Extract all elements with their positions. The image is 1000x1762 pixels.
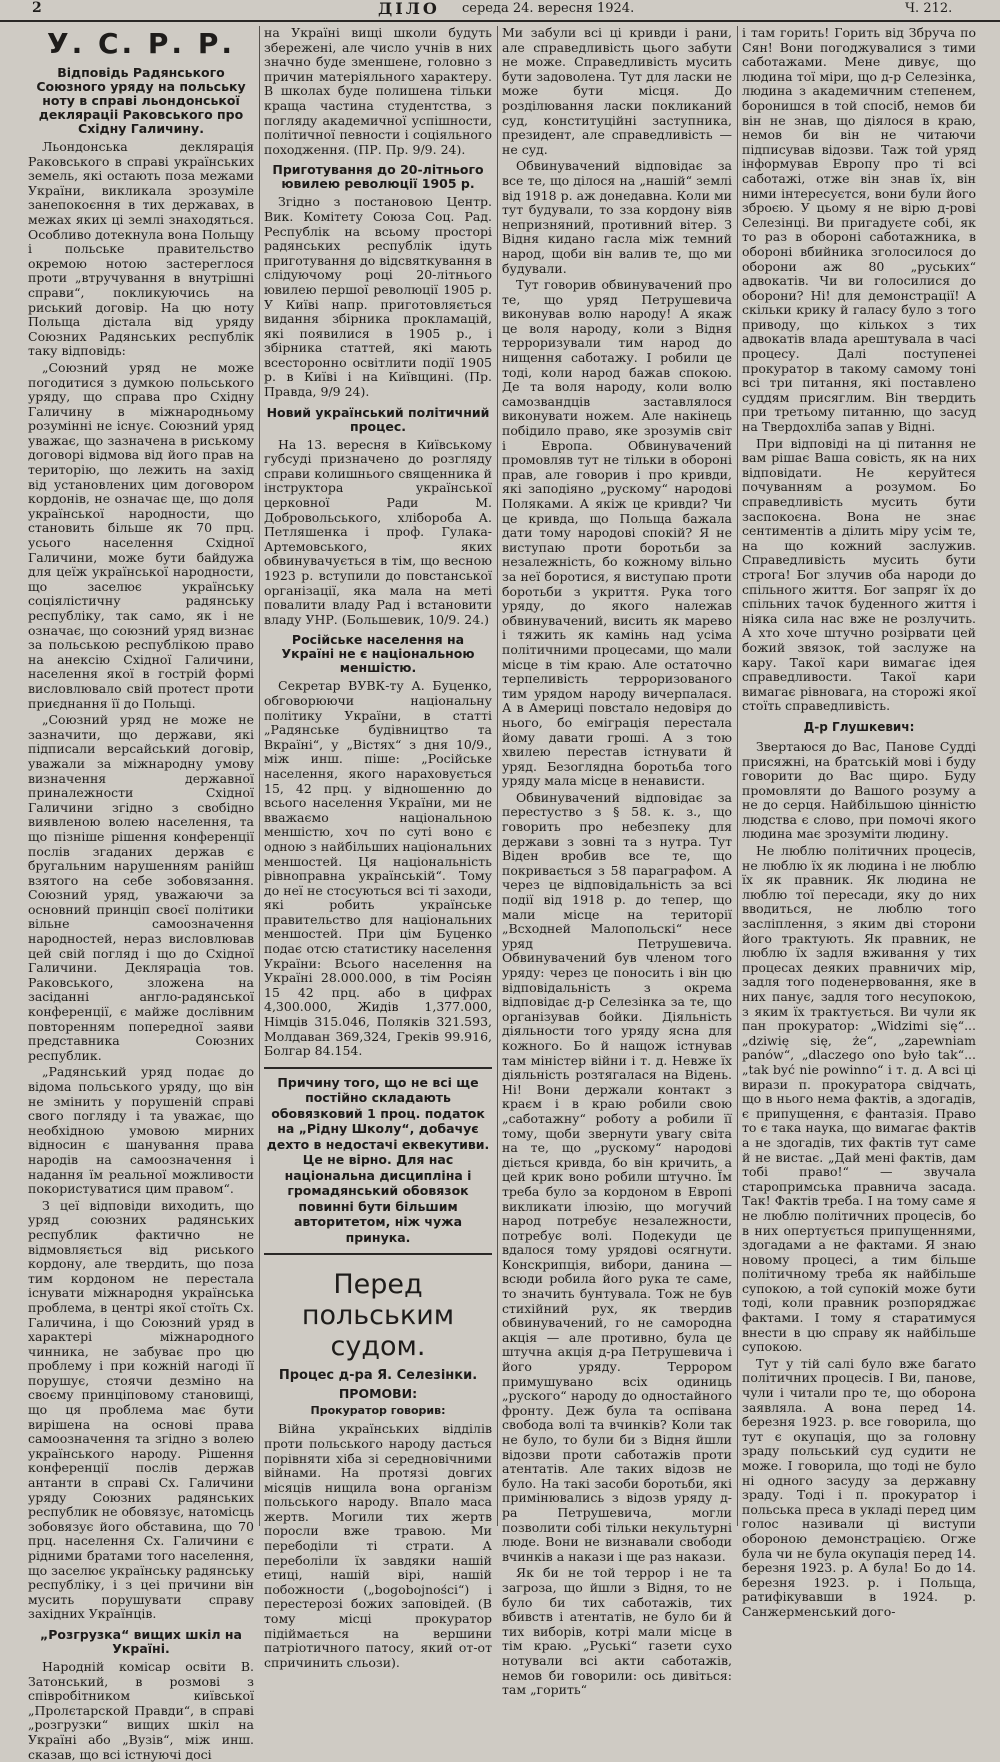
article-headline: Російське населення на Україні не є національною меншістю.	[281, 632, 475, 676]
article-headline: Приготування до 20-літнього ювилею революції 1905 р.	[272, 162, 484, 192]
column-3	[502, 25, 732, 1698]
article-headline: „Розгрузка“ вищих шкіл на Україні.	[40, 1626, 242, 1656]
article-paragraph: На 13. вересня в Київському губсуді призначено до розгляду справи колишнього священника й інструктора української церковної Ради М. Добровольського, хлібороба А. Петляшенка і проф. Гулака-Артемовського, яких обвинувачується в тім, що весною 1923 р. вступили до повстанської організації, яка мала на меті повалити владу Рад і встановити владу УНР. (Большевик, 10/9. 24.)	[264, 436, 492, 627]
column-4	[742, 25, 976, 1619]
article-headline: Новий український політичний процес.	[266, 404, 490, 434]
article-paragraph: на Україні вищі школи будуть збережені, але число учнів в них значно буде зменшене, головно з причин матеріяльного характеру. В школах буде полишена тільки краща частина студентства, з погляду академичної успішности, політичної певности і соціяльного походження. (ПР. Пр. 9/9. 24).	[264, 25, 492, 157]
article-paragraph: Ми забули всі ці кривди і рани, але справедливість цього забути не може. Справедливість мусить бути задоволена. Тут для ласки не може бути місця. До розділювання ласки покликаний суд, конституційні заступника, президент, але справедливість — не суд.	[502, 25, 732, 157]
article-paragraph: і там горить! Горить від Збруча по Сян! Вони погоджувалися з тими саботажами. Мене дивує, що людина тої міри, що д-р Селезінка, людина з академичним степенем, боронишся в той спосіб, немов би він не знав, що діялося в краю, немов би він не читаючи підписував відозви. Таж той уряд інформував Европу про ті всі саботажі, отже він знав їх, він ними інтересуєтся, вони були його зброєю. У цьому я не вірю д-рові Селезінці. Ви пригадуєте собі, як то раз в обороні саботажника, в обороні вбийника зголосилося до оборони аж 80 „руських“ адвокатів. Чи ви голосилися до оборони? Ні! для демонстрації! А скільки крику й галасу було з того приводу, що кількох з тих адвокатів влада арештувала в часі процесу. Далі поступенеі прокуратор в такому самому тоні всі три питання, які поставлено суддям присяглим. Він твердить при третьому питанню, що засуд на Твердохліба запав у Відні.	[742, 25, 976, 435]
article-label: ПРОМОВИ:	[338, 1386, 418, 1402]
article-paragraph: З цеї відповіди виходить, що уряд союзних радянських республик фактично не відмовляється від риського кордону, але твердить, що поза тим кордоном не перестала існувати міжнародня українська проблема, в центрі якої стоїть Сх. Галичина, і що Союзний уряд в характері міжнародного чинника, не забуває про цю проблему і при кожній нагоді її порушує, стоячи дезміно на своєму принціповому становищі, що ця проблема має бути вирішена на основі права самоозначення та згідно з волею українського народу. Рішення конференції послів держав антанти в справі Сх. Галичини уряду Союзних радянських республик не обовязує, натомісць зобовязує його обставина, що 70 прц. населення Сх. Галичини є рідними братами того населення, що заселює українську радянську республіку, і з цеі причини він мусить порушувати справу західних Українців.	[28, 1197, 254, 1622]
article-paragraph: Як би не той террор і не та загроза, що йшли з Відня, то не було би тих саботажів, тих вбивств і атентатів, не було би й тих виборів, котрі мали місце в тім краю. „Руські“ газети сухо нотували всі акти саботажів, немов би говорили: ось дивіться: там „горить“	[502, 1565, 732, 1698]
article-paragraph: Обвинувачений відповідає за перестуство з § 58. к. з., що говорить про небезпеку для держави з зовні та з нутра. Тут Віден вробив все те, що покривається з 58 параграфом. А через це відповідальність за всі події від 1918 р. до тепер, що мали місце на території „Всходней Малопольскі“ несе уряд Петрушевича. Обвинувачений був членом того уряду: через це поносить і він цю відповідальність з окрема відповідає д-р Селезінка за те, що організував бойки. Діяльність діяльности того уряду ясна для кожного. Бо й нащож істнував там міністер війни і т. д. Невже їх діяльність розтягалася на Відень. Ні! Вони держали контакт з краєм і в краю робили свою „саботажну“ роботу а робили її тому, щоби звернути увагу світа на те, що „рускому“ народові діється кривда, бо він кричить, а цей крик воно робили штучно. Їм треба було за кордоном в Европі викликати ілюзію, що могучий народ потребує незалежности, потребує волі. Подекуди це вдалося тому урядові осягнути. Конскрипція, вибори, данина — всюди робила його рука те саме, то значить бунтувала. Тож не був стихійний рух, як твердив обвинувачений, го не самородна акція — але противно, була це штучна акція д-ра Петрушевича і його уряду. Террором примушувано всіх одиниць „руского“ народу до одностайного фронту. Деж була та оспівана свобода волі та вчинків? Коли так не було, то були би з Відня йшли відозви проти саботажів проти атентатів. Але таких відозв не було. На такі засоби боротьби, які примінювались з відозв уряду д-ра Петрушевича, могли позволити собі тільки некультурні люде. Вони не визнавали свободи вчинків а накази і ще раз накази.	[502, 789, 732, 1564]
speaker-heading: Д-р Глушкевич:	[803, 719, 915, 734]
notice-text: Причину того, що не всі ще постійно складають обовязковий 1 проц. податок на „Рідну Школу“, добачує дехто в недостачі еквекутиви. Це не вірно. Для нас національна дисципліна і громадянський обовязок повинні бути більшим авторитетом, ніж чужа принука.	[266, 1074, 490, 1245]
column-1	[28, 26, 254, 1762]
article-paragraph: Льондонська деклярація Раковського в справі українських земель, які остають поза межами України, викликала зрозуміле занепокоєння в тих державах, в межах яких ці землі знаходяться. Особливо дотекнула вона Польщу і польське правительство окремою нотою застереглося проти „втручування в внутрішні справи“, покликуючись на риський договір. На цю ноту Польща дістала від уряду Союзних Радянських республік таку відповідь:	[28, 139, 254, 359]
section-title: У. С. Р. Р.	[47, 27, 235, 60]
article-headline: Відповідь Радянського Союзного уряду на польську ноту в справі льондонської декляраціі Раковського про Східну Галичину.	[36, 65, 246, 136]
newspaper-name: ДІЛО	[378, 0, 440, 18]
article-paragraph: При відповіді на ці питання не вам рішає Ваша совість, як на них відповідати. Не керуйтеся почуванням а розумом. Бо справедливість мусить бути заспокоєна. Вона не знає сентиментів а ділить міру усім те, на що кожний заслужив. Справедливість мусить бути строга! Бог злучив оба народи до спільного життя. Бог запряг їх до спільних тачок буденного життя і ніяка сила нас вже не розлучить. А хто хоче штучно розірвати цей божий звязок, той заслуже на кару. Такої кари вимагає ідея справедливости. Такої кари вимагає рівновага, на сторожі якої стоїть справедливість.	[742, 435, 976, 714]
article-paragraph: Згідно з постановою Центр. Вик. Комітету Союза Соц. Рад. Республік на всьому просторі радянських республік ідуть приготування до відсвяткування в слідуючому році 20-літнього ювилею першої революції 1905 р. У Київі напр. приготовляється видання збірника прокламацій, які появилися в 1905 р., і збірника статтей, які мають всесторонно освітлити події 1905 р. в Київі і на Київщині. (Пр. Правда, 9/9 24).	[264, 194, 493, 400]
article-subtitle: Процес д-ра Я. Селезінки.	[278, 1368, 478, 1384]
article-paragraph: „Радянський уряд подає до відома польського уряду, що він не змінить у порушеній справі свого погляду і та уважає, що необхідною умовою мирних відносин є шанування права народів на самоозначення і надання їм реальної можливости покористуватися цим правом“.	[28, 1064, 254, 1197]
article-paragraph: Обвинувачений відповідає за все те, що ділося на „нашій“ землі від 1918 р. аж донедавна. Коли ми тут будували, то зза кордону віяв непризняний, противний вітер. З Відня кидано гасла між темний народ, щоби він валив те, що ми будували.	[502, 158, 732, 276]
article-paragraph: „Союзний уряд не може не зазначити, що держави, які підписали версайський договір, уважали за міжнародну умову визначення державної приналежности Східної Галичини згідно з свобідно виявленою волею населення, та що пізніше рішення конференції послів згаданих держав є бругальним нарушенням ранійш взятого на себе зобовязання. Союзний уряд, уважаючи за основний принціп своєї політики вільне самоозначення народностей, нераз висловлював цей свій погляд і що до Східної Галичини. Декляраціа тов. Раковського, зложена на засіданні англо-радянської конференції, є майже дослівним повторенням попередної заяви представника Союзних республик.	[28, 712, 254, 1063]
masthead	[0, 0, 1000, 22]
article-headline: Перед польським судом.	[301, 1269, 455, 1363]
column-divider	[737, 26, 738, 1526]
article-paragraph: Тут у тій салі було вже багато політичних процесів. І Ви, панове, чули і читали про те, що оборона заявляла. А вона перед 14. березня 1923. р. все говорила, що тут є окупація, що за головну зраду польський суд судити не може. І говорила, що тоді не було ні одного засуду за державну зраду. Тоді і п. прокуратор і польська преса в укладі перед цим голос називали ці виступи обороною демонстрацією. Огже була чи не була окупація перед 14. березня 1923. р. А була! Бо до 14. березня 1923. р. і Польща, ратифікувавши в 1924. р. Санжерменський дого-	[742, 1355, 976, 1619]
section-rule	[264, 1253, 492, 1255]
notice-box	[264, 1075, 492, 1246]
column-2	[264, 25, 493, 1670]
column-divider	[497, 26, 498, 1526]
article-paragraph: Секретар ВУВК-ту А. Буценко, обговорюючи національну політику України, в статті „Радянське будівництво та Вкраїні“, у „Вістях“ з дня 10/9., між инш. піше: „Російське населення, якого нараховується 15, 42 прц. у відношенню до всього населення України, ми не вважаємо національною меншістю, хоч по суті воно є одною з найбільших національних меншостей. Ця національність рівноправна українській“. Тому до неї не стосуються всі ті заходи, які робить українське правительство для національних меншостей. При цім Буценко подає отсю статистику населення України: Всього населення на Україні 28.000.000, в тім Росіян 15 42 прц. або в цифрах 4,300.000, Жидів 1,377.000, Німців 315.046, Поляків 321.593, Молдаван 369,324, Греків 99.916, Болгар 84.154.	[264, 678, 492, 1059]
article-paragraph: Народній комісар освіти В. Затонський, в розмові з співробітником київської „Пролєтарской Правди“, в справі „розгрузки“ вищих шкіл на Україні або „Вузів“, між инш. сказав, що всі істнуючі досі	[28, 1658, 254, 1762]
speaker-heading: Прокуратор говорив:	[310, 1404, 446, 1418]
article-paragraph: Війна українських відділів проти польського народу дасться порівняти хіба зі середновічними війнами. На протязі довгих місяців нищила вона організм польського народу. Впало маса жертв. Могили тих жертв поросли вже травою. Ми перебоділи ті страти. А переболіли їх завдяки нашій етиці, нашій вірі, нашій побожности („bogobojności“) і перестерозі божих заповідей. (В тому місці прокуратор підіймається на вершини патріотичного патосу, який от-от спричинить сльози).	[264, 1421, 492, 1670]
section-rule	[264, 1067, 492, 1069]
article-paragraph: Тут говорив обвинувачений про те, що уряд Петрушевича виконував волю народу! А якаж це воля народу, коли з Відня терроризували тим народ до нищення саботажу. І робили це тоді, коли народ бажав спокою. Де та воля народу, коли волю самозвандців заставлялося виконувати ножем. Але накінець побідило право, яке зрозумів світ і Европа. Обвинувачений промовляв тут не тільки в обороні прав, але говорив і про кривди, які заподіяно „рускому“ народові Поляками. А якіж це кривди? Чи це кривда, що Польща бажала дати тому народові спокій? Я не виступаю проти боротьби за незалежність, бо кожному вільно за неї боротися, я виступаю проти боротьби з укриття. Рука того уряду, до якого належав обвинувачений, висить як марево і тяжить як камінь над усіма політичними процесами, що мали місце в тім краю. Але остаточно терпеливість терроризованого тим урядом народу вичерпалася. А в Америці повстало недовіря до нього, бо еміграція перестала йому давати гроші. А з тою хвилею перестав істнувати й уряд. Безоглядна боротьба того уряду мала місце в ненависти.	[502, 277, 732, 789]
issue-number: Ч. 212.	[905, 1, 953, 16]
article-paragraph: „Союзний уряд не може погодитися з думкою польського уряду, що справа про Східну Галичину в міжнародньому розумінні не існує. Союзний уряд уважає, що зазначена в риському договорі відмова від його прав на територію, що лежить на захід від установлених цим договором кордонів, не означає ще, що доля української народности, що становить більше як 70 прц. усього населення Східної Галичини, може бути байдужа для цеїж української народности, що заселює українську соціялістичну радянську республіку, так само, як і не означає, що союзний уряд визнає за польською республікою право на анексію Східної Галичини, населення якої в гострій формі висловлювало свій протест проти приєднання її до Польщі.	[28, 359, 254, 711]
article-paragraph: Не люблю політичних процесів, не люблю їх як людина і не люблю їх як правник. Як людина не люблю тої пересади, яку до них вводиться, не люблю того засліплення, з яким дві сторони його трактують. Як правник, не люблю їх задля вживання у тих процесах деяких правничих мір, задля того поденервовання, яке в них панує, задля того несупокою, з яким їх трактується. Ви чули як пан прокуратор: „Widzimi się“... „dziwię się, że“, „zapewniam panów“, „dlaczego ono było tak“... „tak być nie powinno“ і т. д. А всі ці вирази п. прокуратора свідчать, що в нього нема фактів, а здогадів, є припущення, є фантазія. Право то є така наука, що вимагає фактів а не здогадів, тих фактів тут саме й не вистає. „Дай мені фактів, дам тобі право!“ — звучала старопримська правнича засада. Так! Фактів треба. І на тому саме я не люблю політичних процесів, бо в них опертується припущеннями, здогадами а не фактами. Я знаю новому процесі, а тим більше політичному треба як найбільше супокою, а той супокій може бути тоді, коли правник розпоряджає фактами. І тому я старатимуся внести в цю справу як найбільше супокою.	[742, 843, 976, 1355]
issue-date: середа 24. вересня 1924.	[462, 1, 635, 16]
page-number: 2	[32, 0, 42, 16]
article-paragraph: Звертаюся до Вас, Панове Судді присяжні, на братській мові і буду говорити до Вас щиро. Буду промовляти до Вашого розуму а не до серця. Найбільшою цінністю людства є слово, при помочі якого людина має зрозуміти людину.	[742, 738, 976, 842]
column-divider	[259, 26, 260, 1526]
